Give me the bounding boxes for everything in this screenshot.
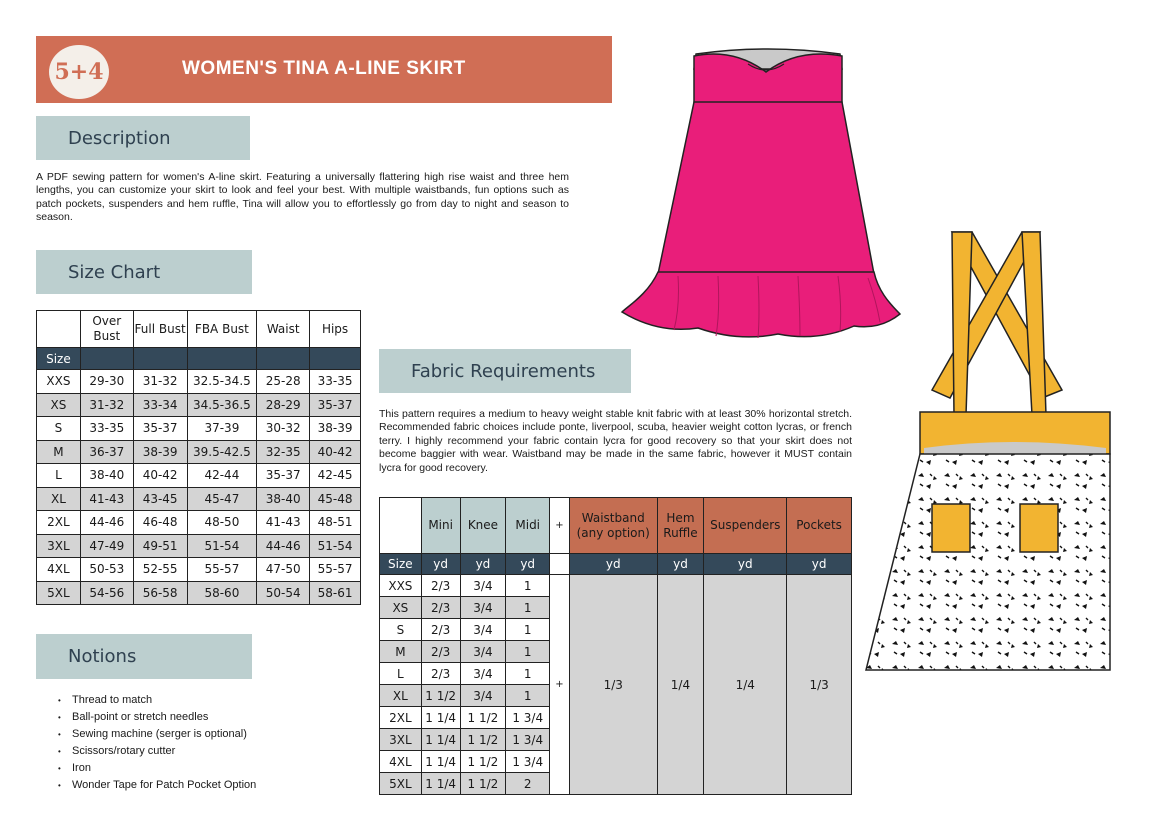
size-chart-cell: 35-37 <box>133 417 187 441</box>
size-chart-cell: 45-47 <box>187 487 257 511</box>
size-chart-cell: 41-43 <box>257 511 310 535</box>
size-chart-cell: 38-39 <box>310 417 361 441</box>
description-text: A PDF sewing pattern for women's A-line skirt. Featuring a universally flattering high rise waist and three hem lengths, you can customize your skirt to look and feel your best. With multiple waistbands, fun options such as patch pockets, suspenders and hem ruffle, Tina will allow you to effortlessly go from day to night and season to season. <box>36 171 569 224</box>
size-chart-cell: 36-37 <box>80 440 133 464</box>
size-chart-cell: 38-39 <box>133 440 187 464</box>
fabric-cell: 2XL <box>380 707 422 729</box>
size-chart-cell: 33-35 <box>310 370 361 394</box>
fabric-unit-cell <box>550 554 570 575</box>
notions-list-item: • Ball-point or stretch needles <box>36 709 366 726</box>
notions-list-item: • Wonder Tape for Patch Pocket Option <box>36 777 366 794</box>
size-chart-row <box>37 581 361 605</box>
size-chart-row <box>37 511 361 535</box>
size-chart-cell: 47-50 <box>257 558 310 582</box>
size-chart-column-header: FBA Bust <box>187 311 257 348</box>
fabric-column-header: Suspenders <box>704 498 787 554</box>
size-chart-cell: 32.5-34.5 <box>187 370 257 394</box>
size-chart-cell: XS <box>37 393 81 417</box>
fabric-requirements-table <box>379 497 852 795</box>
fabric-extra-yardage: 1/4 <box>704 575 787 795</box>
size-chart-row <box>37 487 361 511</box>
fabric-cell: 1 1/4 <box>421 751 460 773</box>
fabric-cell: XS <box>380 597 422 619</box>
fabric-unit-cell: yd <box>460 554 506 575</box>
size-chart-cell: 58-60 <box>187 581 257 605</box>
notions-list-item: • Iron <box>36 760 366 777</box>
size-chart-cell: 5XL <box>37 581 81 605</box>
size-chart-cell: 32-35 <box>257 440 310 464</box>
size-chart-unit-cell <box>257 348 310 370</box>
notions-list-item: • Scissors/rotary cutter <box>36 743 366 760</box>
size-chart-row <box>37 534 361 558</box>
size-chart-cell: 28-29 <box>257 393 310 417</box>
size-chart-cell: 50-54 <box>257 581 310 605</box>
fabric-unit-cell: yd <box>506 554 550 575</box>
fabric-column-header: Waistband (any option) <box>569 498 657 554</box>
fabric-column-header: Mini <box>421 498 460 554</box>
brand-logo: 5+4 <box>49 45 109 99</box>
fabric-cell: 1 1/2 <box>460 729 506 751</box>
fabric-plus-sign: + <box>550 575 570 795</box>
size-chart-cell: 39.5-42.5 <box>187 440 257 464</box>
fabric-row <box>380 575 852 597</box>
fabric-unit-cell: yd <box>787 554 852 575</box>
fabric-cell: 2/3 <box>421 619 460 641</box>
size-chart-cell: 45-48 <box>310 487 361 511</box>
size-chart-cell: M <box>37 440 81 464</box>
size-chart-row <box>37 558 361 582</box>
fabric-cell: 1 1/4 <box>421 773 460 795</box>
fabric-cell: 3/4 <box>460 597 506 619</box>
fabric-cell: L <box>380 663 422 685</box>
notions-heading: Notions <box>36 634 252 679</box>
size-chart-cell: 35-37 <box>310 393 361 417</box>
size-chart-cell: 58-61 <box>310 581 361 605</box>
size-chart-cell: 4XL <box>37 558 81 582</box>
size-chart-column-header <box>37 311 81 348</box>
size-chart-cell: 33-35 <box>80 417 133 441</box>
fabric-header-row <box>380 498 852 554</box>
fabric-column-header: Hem Ruffle <box>657 498 704 554</box>
fabric-cell: 1 1/4 <box>421 729 460 751</box>
fabric-cell: 3/4 <box>460 619 506 641</box>
fabric-cell: 1 1/4 <box>421 707 460 729</box>
size-chart-row <box>37 417 361 441</box>
fabric-text: This pattern requires a medium to heavy weight stable knit fabric with at least 30% horizontal stretch. Recommended fabric choices include ponte, liverpool, scuba, heavier weight cotton lycras, or french terry. I highly recommend your fabric contain lycra for good recovery so that your skirt does not become baggier with wear. Waistband may be made in the same fabric, however it MUST contain lycra for good recovery. <box>379 408 852 474</box>
fabric-unit-cell: yd <box>704 554 787 575</box>
size-chart-cell: 42-44 <box>187 464 257 488</box>
size-chart-cell: 31-32 <box>133 370 187 394</box>
fabric-column-header <box>380 498 422 554</box>
fabric-unit-cell: yd <box>569 554 657 575</box>
page-title: WOMEN'S TINA A-LINE SKIRT <box>182 58 466 79</box>
fabric-cell: M <box>380 641 422 663</box>
fabric-cell: 1 1/2 <box>460 751 506 773</box>
fabric-cell: 2/3 <box>421 663 460 685</box>
fabric-cell: 1 <box>506 619 550 641</box>
size-chart-cell: 56-58 <box>133 581 187 605</box>
size-chart-cell: 34.5-36.5 <box>187 393 257 417</box>
size-chart-unit-cell: Size <box>37 348 81 370</box>
size-chart-cell: 44-46 <box>257 534 310 558</box>
size-chart-cell: 25-28 <box>257 370 310 394</box>
size-chart-column-header: Hips <box>310 311 361 348</box>
fabric-cell: 2/3 <box>421 575 460 597</box>
size-chart-row <box>37 393 361 417</box>
suspender-skirt-illustration <box>862 230 1114 680</box>
fabric-cell: 2/3 <box>421 597 460 619</box>
size-chart-cell: 55-57 <box>310 558 361 582</box>
size-chart-column-header: Waist <box>257 311 310 348</box>
fabric-cell: 2/3 <box>421 641 460 663</box>
fabric-unit-cell: Size <box>380 554 422 575</box>
fabric-extra-yardage: 1/3 <box>569 575 657 795</box>
fabric-cell: 1 1/2 <box>421 685 460 707</box>
fabric-cell: S <box>380 619 422 641</box>
notions-list <box>36 692 366 794</box>
fabric-cell: 1 <box>506 597 550 619</box>
size-chart-unit-cell <box>310 348 361 370</box>
fabric-cell: 1 3/4 <box>506 751 550 773</box>
size-chart-row <box>37 440 361 464</box>
size-chart-heading: Size Chart <box>36 250 252 294</box>
size-chart-cell: 38-40 <box>257 487 310 511</box>
fabric-cell: 1 <box>506 641 550 663</box>
size-chart-table <box>36 310 361 605</box>
size-chart-row <box>37 370 361 394</box>
fabric-cell: 1 1/2 <box>460 773 506 795</box>
fabric-cell: 1 1/2 <box>460 707 506 729</box>
fabric-cell: 1 3/4 <box>506 729 550 751</box>
fabric-cell: 3/4 <box>460 663 506 685</box>
size-chart-cell: 54-56 <box>80 581 133 605</box>
size-chart-cell: 35-37 <box>257 464 310 488</box>
size-chart-cell: 44-46 <box>80 511 133 535</box>
size-chart-cell: L <box>37 464 81 488</box>
size-chart-cell: 48-50 <box>187 511 257 535</box>
size-chart-cell: XL <box>37 487 81 511</box>
size-chart-cell: 31-32 <box>80 393 133 417</box>
size-chart-cell: 40-42 <box>133 464 187 488</box>
fabric-unit-cell: yd <box>657 554 704 575</box>
fabric-heading: Fabric Requirements <box>379 349 631 393</box>
size-chart-row <box>37 464 361 488</box>
fabric-unit-cell: yd <box>421 554 460 575</box>
fabric-column-header: Midi <box>506 498 550 554</box>
size-chart-cell: 38-40 <box>80 464 133 488</box>
size-chart-column-header: Full Bust <box>133 311 187 348</box>
fabric-unit-row <box>380 554 852 575</box>
fabric-column-header: Knee <box>460 498 506 554</box>
size-chart-cell: 47-49 <box>80 534 133 558</box>
size-chart-cell: 37-39 <box>187 417 257 441</box>
fabric-extra-yardage: 1/4 <box>657 575 704 795</box>
size-chart-cell: 46-48 <box>133 511 187 535</box>
size-chart-cell: 42-45 <box>310 464 361 488</box>
fabric-cell: XL <box>380 685 422 707</box>
size-chart-unit-row <box>37 348 361 370</box>
size-chart-cell: 2XL <box>37 511 81 535</box>
fabric-cell: 1 3/4 <box>506 707 550 729</box>
fabric-extra-yardage: 1/3 <box>787 575 852 795</box>
fabric-column-header: + <box>550 498 570 554</box>
size-chart-cell: 29-30 <box>80 370 133 394</box>
notions-list-item: • Sewing machine (serger is optional) <box>36 726 366 743</box>
size-chart-cell: 3XL <box>37 534 81 558</box>
size-chart-cell: 50-53 <box>80 558 133 582</box>
notions-list-item: • Thread to match <box>36 692 366 709</box>
size-chart-cell: 33-34 <box>133 393 187 417</box>
size-chart-cell: S <box>37 417 81 441</box>
fabric-cell: 1 <box>506 575 550 597</box>
fabric-cell: 3XL <box>380 729 422 751</box>
size-chart-cell: 49-51 <box>133 534 187 558</box>
fabric-cell: 1 <box>506 685 550 707</box>
fabric-cell: 5XL <box>380 773 422 795</box>
size-chart-cell: 48-51 <box>310 511 361 535</box>
size-chart-cell: 51-54 <box>310 534 361 558</box>
fabric-cell: 3/4 <box>460 575 506 597</box>
size-chart-unit-cell <box>133 348 187 370</box>
fabric-cell: 4XL <box>380 751 422 773</box>
fabric-cell: XXS <box>380 575 422 597</box>
size-chart-header-row <box>37 311 361 348</box>
size-chart-column-header: Over Bust <box>80 311 133 348</box>
description-heading: Description <box>36 116 250 160</box>
size-chart-cell: 52-55 <box>133 558 187 582</box>
fabric-cell: 1 <box>506 663 550 685</box>
size-chart-cell: 55-57 <box>187 558 257 582</box>
fabric-cell: 3/4 <box>460 641 506 663</box>
size-chart-unit-cell <box>80 348 133 370</box>
size-chart-cell: XXS <box>37 370 81 394</box>
fabric-cell: 2 <box>506 773 550 795</box>
size-chart-cell: 40-42 <box>310 440 361 464</box>
size-chart-cell: 43-45 <box>133 487 187 511</box>
size-chart-cell: 41-43 <box>80 487 133 511</box>
size-chart-cell: 30-32 <box>257 417 310 441</box>
size-chart-cell: 51-54 <box>187 534 257 558</box>
fabric-column-header: Pockets <box>787 498 852 554</box>
size-chart-unit-cell <box>187 348 257 370</box>
fabric-cell: 3/4 <box>460 685 506 707</box>
